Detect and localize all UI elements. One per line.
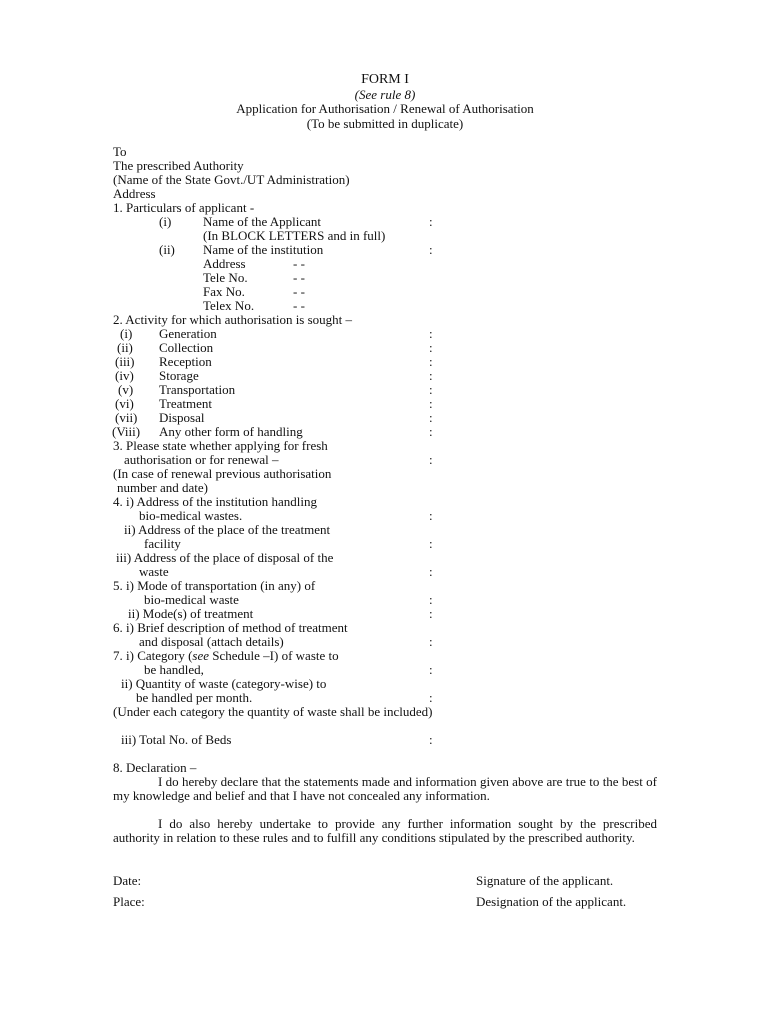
activity-colon: : [429,340,433,355]
fax-label: Fax No. [203,284,245,299]
undertaking-paragraph: I do also hereby undertake to provide any further information sought by the prescribed authority in relation to these rules and to fulfill any conditions stipulated by the prescribed authority. [113,816,657,845]
application-title: Application for Authorisation / Renewal of Authorisation [236,101,534,116]
applicant-name-label: Name of the Applicant [203,214,322,229]
activity-colon: : [429,396,433,411]
section4-ii-colon: : [429,536,433,551]
place-label: Place: [113,894,145,909]
institution-address-dash: - - [293,256,305,271]
form-title: FORM I [361,72,409,87]
institution-name-label: Name of the institution [203,242,324,257]
activity-colon: : [429,326,433,341]
activity-label: Disposal [159,410,205,425]
duplicate-note: (To be submitted in duplicate) [306,116,464,131]
section5-i-line1: 5. i) Mode of transportation (in any) of [113,578,316,593]
activity-label: Treatment [159,396,212,411]
activity-label: Any other form of handling [159,424,303,439]
tele-label: Tele No. [203,270,248,285]
activity-colon: : [429,382,433,397]
section7-ii-line2: be handled per month. [136,690,253,705]
section4-ii-line2: facility [144,536,181,551]
section5-i-line2: bio-medical waste [144,592,239,607]
designation-label: Designation of the applicant. [476,894,627,909]
section6-colon: : [429,634,433,649]
activity-label: Generation [159,326,217,341]
section3-line1: 3. Please state whether applying for fresh [113,438,328,453]
recipient-address: Address [113,186,156,201]
section5-ii-colon: : [429,606,433,621]
section4-ii-line1: ii) Address of the place of the treatment [124,522,331,537]
applicant-name-colon: : [429,214,433,229]
activity-label: Reception [159,354,212,369]
activity-num: (iii) [115,354,135,369]
activity-num: (i) [120,326,133,341]
institution-name-colon: : [429,242,433,257]
activity-num: (ii) [117,340,133,355]
section7-i-post: Schedule –I) of waste to [209,648,339,663]
declaration-paragraph: I do hereby declare that the statements made and information given above are true to the best of my knowledge and belief and that I have not concealed any information. [113,774,657,803]
telex-dash: - - [293,298,305,313]
activity-num: (Viii) [112,424,141,439]
section1-ii-num: (ii) [159,242,175,257]
section6-line2: and disposal (attach details) [139,634,284,649]
section1-i-num: (i) [159,214,172,229]
activity-num: (v) [118,382,134,397]
activity-label: Collection [159,340,214,355]
section6-line1: 6. i) Brief description of method of treatment [113,620,348,635]
rule-reference: (See rule 8) [354,87,416,102]
activity-colon: : [429,354,433,369]
recipient-authority: The prescribed Authority [113,158,244,173]
block-letters-note: (In BLOCK LETTERS and in full) [203,228,386,243]
recipient-administration: (Name of the State Govt./UT Administration) [113,172,350,187]
declaration-heading: 8. Declaration – [113,760,197,775]
activity-colon: : [429,424,433,439]
section3-line3: (In case of renewal previous authorisation [113,466,332,481]
section7-i-see: see [192,648,210,663]
recipient-to: To [113,144,127,159]
activity-label: Storage [159,368,199,383]
section7-ii-colon: : [429,690,433,705]
tele-dash: - - [293,270,305,285]
section4-i-line1: 4. i) Address of the institution handling [113,494,318,509]
section3-colon: : [429,452,433,467]
activity-colon: : [429,368,433,383]
activity-colon: : [429,410,433,425]
section7-iii-line: iii) Total No. of Beds [121,732,232,747]
activity-num: (vii) [115,410,138,425]
signature-label: Signature of the applicant. [476,873,614,888]
fax-dash: - - [293,284,305,299]
section5-i-colon: : [429,592,433,607]
section4-i-line2: bio-medical wastes. [139,508,243,523]
section3-line2: authorisation or for renewal – [124,452,279,467]
activity-num: (vi) [115,396,134,411]
section7-i-colon: : [429,662,433,677]
section7-i-pre: 7. i) Category ( [113,648,193,663]
section4-i-colon: : [429,508,433,523]
section2-heading: 2. Activity for which authorisation is sought – [113,312,353,327]
activity-num: (iv) [115,368,134,383]
date-label: Date: [113,873,142,888]
section7-i-line2: be handled, [144,662,204,677]
telex-label: Telex No. [203,298,255,313]
section4-iii-line1: iii) Address of the place of disposal of the [116,550,334,565]
section7-i-line1 [113,649,339,663]
institution-address-label: Address [203,256,246,271]
section4-iii-line2: waste [139,564,169,579]
section7-note: (Under each category the quantity of waste shall be included) [113,704,433,719]
section5-ii-line1: ii) Mode(s) of treatment [128,606,254,621]
activity-label: Transportation [159,382,236,397]
section7-iii-colon: : [429,732,433,747]
section7-ii-line1: ii) Quantity of waste (category-wise) to [121,676,327,691]
section1-heading: 1. Particulars of applicant - [113,200,255,215]
section3-line4: number and date) [117,480,208,495]
section4-iii-colon: : [429,564,433,579]
